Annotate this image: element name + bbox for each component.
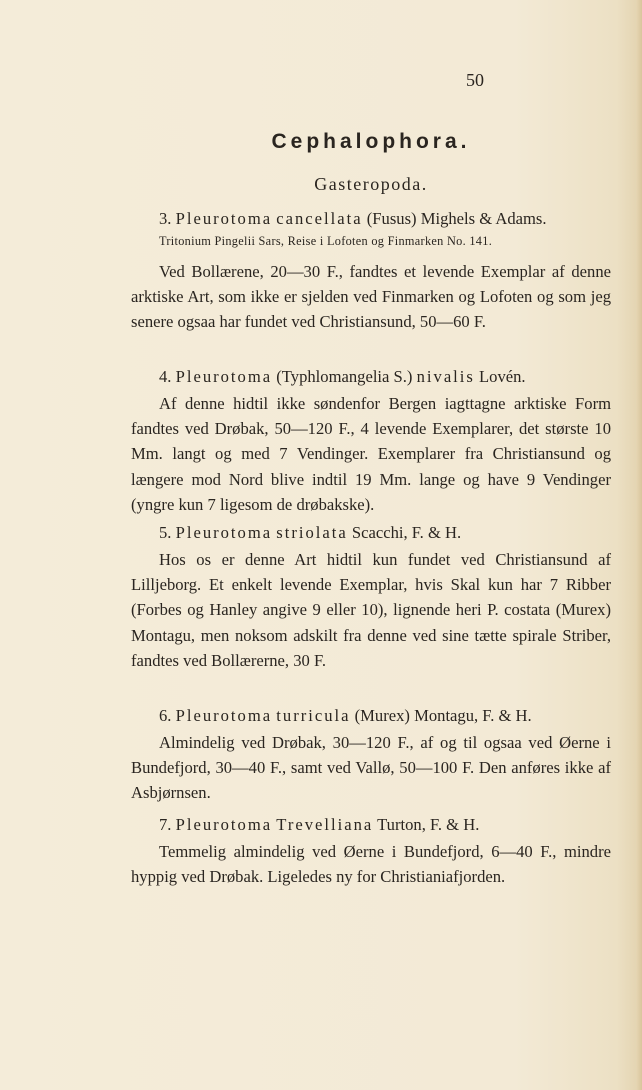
species-epithet: (Typhlomangelia S.): [276, 367, 413, 386]
species-author: (Murex) Montagu, F. & H.: [354, 706, 532, 725]
species-heading: [131, 520, 611, 545]
species-epithet: striolata: [276, 523, 348, 542]
entry-5: [131, 520, 611, 673]
entry-text: Temmelig almindelig ved Øerne i Bundefjord, 6—40 F., mindre hyppig ved Drøbak. Ligeledes ny for Christianiafjorden.: [131, 842, 611, 887]
species-heading: [131, 206, 611, 231]
species-heading: [131, 364, 611, 389]
species-number: 7.: [159, 815, 172, 834]
species-epithet: cancellata: [276, 209, 363, 228]
species-number: 3.: [159, 209, 172, 228]
species-number: 4.: [159, 367, 172, 386]
entry-3: [131, 206, 611, 335]
species-epithet: turricula: [276, 706, 351, 725]
entry-text: Hos os er denne Art hidtil kun fundet ved Christiansund af Lilljeborg. Et enkelt levende Exemplar, hvis Skal kun har 7 Ribber (Forbes og Hanley angive 9 eller 10), lignende heri P. costata (Murex) Montagu, men noksom adskilt fra denne ved sine tætte spirale Striber, fandtes ved Bollærerne, 30 F.: [131, 550, 611, 670]
species-author: Turton, F. & H.: [377, 815, 480, 834]
page-edge: [636, 0, 642, 1090]
species-name-spaced: nivalis: [416, 367, 475, 386]
entry-text: Ved Bollærene, 20—30 F., fandtes et levende Exemplar af denne arktiske Art, som ikke er sjelden ved Finmarken og Lofoten og som jeg senere ogsaa har fundet ved Christiansund, 50—60 F.: [131, 262, 611, 332]
genus-name: Pleurotoma: [175, 209, 273, 228]
genus-name: Pleurotoma: [175, 706, 273, 725]
species-author: Scacchi, F. & H.: [351, 523, 462, 542]
entry-7: [131, 812, 611, 889]
genus-name: Pleurotoma: [175, 523, 273, 542]
species-author: (Fusus) Mighels & Adams.: [366, 209, 547, 228]
entry-4: [131, 364, 611, 517]
class-title: Cephalophora.: [271, 130, 471, 153]
species-author: Lovén.: [479, 367, 526, 386]
genus-name: Pleurotoma: [175, 815, 273, 834]
entry-text: Almindelig ved Drøbak, 30—120 F., af og til ogsaa ved Øerne i Bundefjord, 30—40 F., samt ved Vallø, 50—100 F. Den anføres ikke af Asbjørnsen.: [131, 733, 611, 803]
species-heading: [131, 703, 611, 728]
synonym-line: Tritonium Pingelii Sars, Reise i Lofoten og Finmarken No. 141.: [159, 234, 493, 248]
species-heading: [131, 812, 611, 837]
species-number: 6.: [159, 706, 172, 725]
entry-6: [131, 703, 611, 806]
genus-name: Pleurotoma: [175, 367, 273, 386]
entry-text: Af denne hidtil ikke søndenfor Bergen iagttagne arktiske Form fandtes ved Drøbak, 50—120 F., 4 levende Exemplarer, det største 10 Mm. langt og med 7 Vendinger. Exemplarer fra Christiansund og længere mod Nord blive indtil 19 Mm. lange og have 9 Vendinger (yngre kun 7 ligesom de drøbakske).: [131, 394, 611, 514]
species-epithet: Trevelliana: [276, 815, 374, 834]
page-number: 50: [466, 70, 484, 90]
order-title: Gasteropoda.: [314, 174, 428, 194]
species-number: 5.: [159, 523, 172, 542]
